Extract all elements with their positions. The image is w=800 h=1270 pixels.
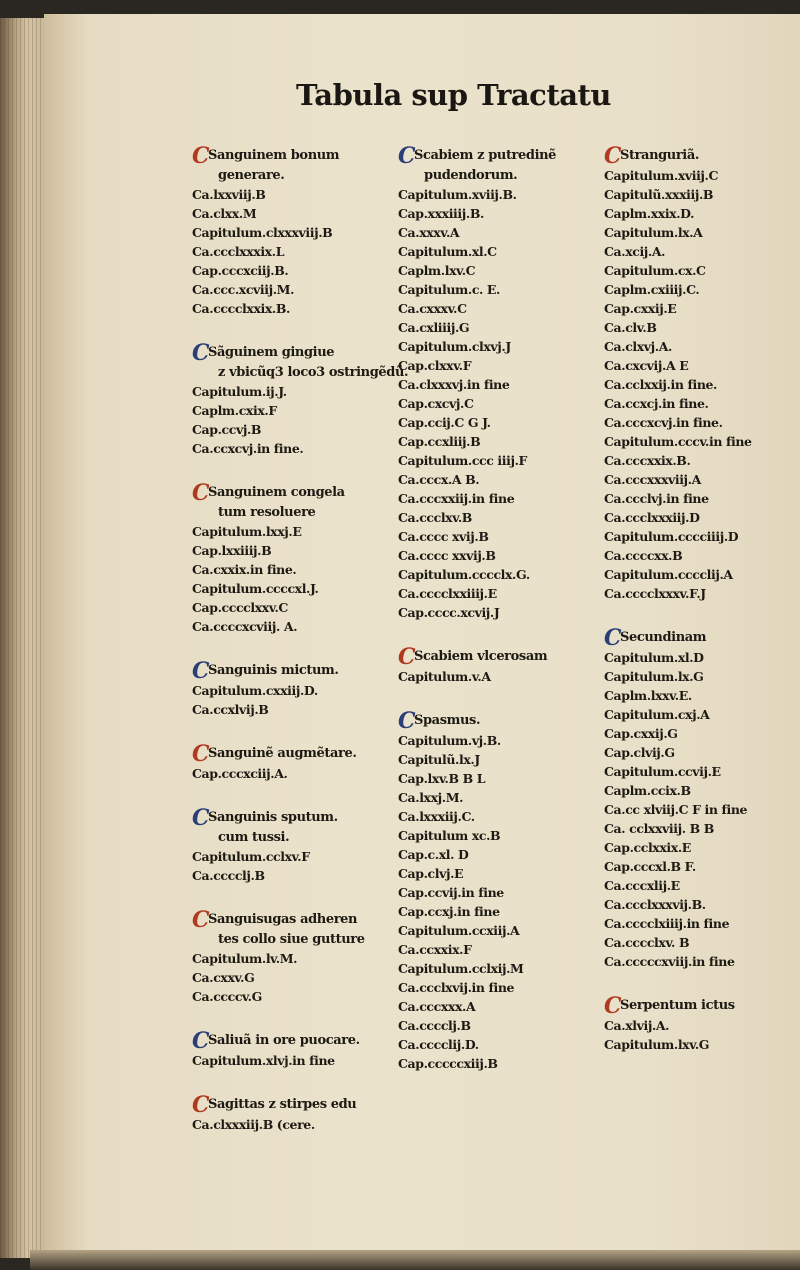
chapter-reference: Cap.xxxiiij.B. xyxy=(398,206,484,221)
entry-heading-line xyxy=(192,340,388,366)
chapter-reference: Cap.cccxl.B F. xyxy=(604,859,696,874)
chapter-reference: Ca.cccccxviij.in fine xyxy=(604,954,735,969)
chapter-reference: Ca.cccc xvij.B xyxy=(398,529,489,544)
index-entry xyxy=(192,741,388,783)
entry-heading-text: Sanguinẽ augmẽtare. xyxy=(208,746,357,761)
entry-heading-text: Sagittas z stirpes edu xyxy=(208,1097,357,1112)
chapter-reference: Capitulum.cccclx.G. xyxy=(398,567,530,582)
rubric-initial: C xyxy=(192,480,210,506)
chapter-reference: Ca.ccccxcviij. A. xyxy=(192,619,298,634)
index-entry xyxy=(192,143,388,318)
chapter-reference: Ca.cccxxiij.in fine xyxy=(398,491,515,506)
entry-heading-text: Spasmus. xyxy=(414,713,481,728)
entry-heading-text: tes collo siue gutture xyxy=(218,932,365,947)
chapter-reference: Capitulum.xl.D xyxy=(604,650,704,665)
index-column-2 xyxy=(398,143,598,1073)
book-fore-edge xyxy=(0,18,46,1258)
chapter-reference: Capitulum.lxv.G xyxy=(604,1037,710,1052)
index-entry xyxy=(192,340,409,458)
index-entry xyxy=(192,1028,388,1070)
chapter-reference: Ca.cxcvij.A E xyxy=(604,358,689,373)
chapter-reference: Cap.ccij.C G J. xyxy=(398,415,491,430)
index-entry xyxy=(398,708,598,1073)
chapter-reference: Ca.ccc.xcviij.M. xyxy=(192,282,295,297)
chapter-reference: Ca.clxxxvj.in fine xyxy=(398,377,510,392)
chapter-reference: Cap.cxxij.E xyxy=(604,301,677,316)
chapter-reference: Cap.ccxliij.B xyxy=(398,434,481,449)
entry-heading-line xyxy=(398,708,598,734)
chapter-reference: Capitulum.cxj.A xyxy=(604,707,710,722)
entry-heading-line xyxy=(192,930,388,949)
entry-gap xyxy=(398,622,598,647)
entry-heading-text: Stranguriã. xyxy=(620,148,699,163)
chapter-reference: Capitulum.cccv.in fine xyxy=(604,434,752,449)
entry-heading-text: Saliuã in ore puocare. xyxy=(208,1033,360,1048)
chapter-reference: Ca.ccclvj.in fine xyxy=(604,491,709,506)
entry-heading-line xyxy=(192,1092,388,1118)
chapter-reference: Cap.lxv.B B L xyxy=(398,771,486,786)
rubric-initial: C xyxy=(192,907,210,933)
chapter-reference: Capitulum.clxvj.J xyxy=(398,339,511,354)
entry-heading-line xyxy=(192,143,388,169)
entry-heading-line xyxy=(192,805,388,831)
chapter-reference: Capitulum.xviij.C xyxy=(604,168,719,183)
chapter-reference: Ca.ccclxvij.in fine xyxy=(398,980,515,995)
entry-heading-line xyxy=(192,166,388,185)
chapter-reference: Ca.cccxlij.E xyxy=(604,878,680,893)
chapter-reference: Cap.cxxij.G xyxy=(604,726,678,741)
chapter-reference: Ca.ccclxv.B xyxy=(398,510,472,525)
chapter-reference: Capitulum.lxxj.E xyxy=(192,524,302,539)
chapter-reference: Ca.cccclij.D. xyxy=(398,1037,479,1052)
chapter-reference: Caplm.ccix.B xyxy=(604,783,691,798)
rubric-initial: C xyxy=(192,805,210,831)
entry-heading-line xyxy=(398,644,598,670)
chapter-reference: Ca.ccxcj.in fine. xyxy=(604,396,709,411)
chapter-reference: Capitulum.xl.C xyxy=(398,244,497,259)
chapter-reference: Cap.cccccxiij.B xyxy=(398,1056,498,1071)
chapter-reference: Capitulum.clxxxviij.B xyxy=(192,225,333,240)
index-entry xyxy=(604,143,798,603)
chapter-reference: Ca.lxxxiij.C. xyxy=(398,809,475,824)
chapter-reference: Ca.ccclxxxix.L xyxy=(192,244,285,259)
chapter-reference: Capitulum.c. E. xyxy=(398,282,501,297)
entry-heading-text: Sanguisugas adheren xyxy=(208,912,358,927)
chapter-reference: Ca.ccccxx.B xyxy=(604,548,683,563)
index-entry xyxy=(192,480,388,636)
entry-heading-line xyxy=(192,480,388,506)
chapter-reference: Ca.lxxviij.B xyxy=(192,187,266,202)
entry-heading-line xyxy=(192,828,388,847)
chapter-reference: Cap.clvj.E xyxy=(398,866,464,881)
rubric-initial: C xyxy=(192,658,210,684)
chapter-reference: Capitulum.v.A xyxy=(398,669,491,684)
rubric-initial: C xyxy=(398,708,416,734)
chapter-reference: Capitulum.ccxiij.A xyxy=(398,923,520,938)
chapter-reference: Capitulũ.lx.J xyxy=(398,752,480,767)
chapter-reference: Capitulum.cccciiij.D xyxy=(604,529,739,544)
index-entry xyxy=(192,907,388,1006)
chapter-reference: Ca.cccclxxix.B. xyxy=(192,301,290,316)
rubric-initial: C xyxy=(192,143,210,169)
chapter-reference: Capitulum.vj.B. xyxy=(398,733,501,748)
chapter-reference: Ca.cccclj.B xyxy=(192,868,265,883)
entry-gap xyxy=(192,719,388,744)
chapter-reference: Capitulum.ij.J. xyxy=(192,384,287,399)
entry-heading-text: tum resoluere xyxy=(218,505,316,520)
entry-gap xyxy=(192,885,388,910)
chapter-reference: Ca.clxx.M xyxy=(192,206,257,221)
entry-heading-text: Sanguinem congela xyxy=(208,485,345,500)
entry-gap xyxy=(398,686,598,711)
chapter-reference: Ca.cclxxij.in fine. xyxy=(604,377,718,392)
chapter-reference: Cap.clxxv.F xyxy=(398,358,472,373)
entry-gap xyxy=(192,636,388,661)
chapter-reference: Ca.lxxj.M. xyxy=(398,790,464,805)
entry-gap xyxy=(192,458,388,483)
chapter-reference: Capitulum.cclxv.F xyxy=(192,849,310,864)
chapter-reference: Ca.cc xlviij.C F in fine xyxy=(604,802,748,817)
entry-heading-line xyxy=(604,993,798,1019)
chapter-reference: Capitulum.cclxij.M xyxy=(398,961,524,976)
chapter-reference: Ca.cccclxiiij.in fine xyxy=(604,916,730,931)
rubric-initial: C xyxy=(604,625,622,651)
rubric-initial: C xyxy=(398,644,416,670)
chapter-reference: Ca.cccxxix.B. xyxy=(604,453,691,468)
entry-heading-line xyxy=(604,625,798,651)
chapter-reference: Cap.c.xl. D xyxy=(398,847,469,862)
chapter-reference: Cap.clvij.G xyxy=(604,745,675,760)
chapter-reference: Ca.cccclxxiiij.E xyxy=(398,586,497,601)
rubric-initial: C xyxy=(192,741,210,767)
chapter-reference: Ca.xcij.A. xyxy=(604,244,666,259)
index-entry xyxy=(192,658,388,719)
chapter-reference: Capitulum.xviij.B. xyxy=(398,187,517,202)
entry-heading-text: Serpentum ictus xyxy=(620,998,735,1013)
rubric-initial: C xyxy=(604,143,622,169)
chapter-reference: Ca.ccccv.G xyxy=(192,989,262,1004)
rubric-initial: C xyxy=(604,993,622,1019)
chapter-reference: Capitulum xc.B xyxy=(398,828,501,843)
chapter-reference: Cap.cccxciij.A. xyxy=(192,766,288,781)
entry-heading-line xyxy=(192,741,388,767)
entry-heading-line xyxy=(192,1028,388,1054)
chapter-reference: Capitulum.lx.G xyxy=(604,669,704,684)
chapter-reference: Capitulum.ccc iiij.F xyxy=(398,453,527,468)
chapter-reference: Capitulum.lv.M. xyxy=(192,951,298,966)
index-entry xyxy=(398,644,598,686)
chapter-reference: Ca.cccc xxvij.B xyxy=(398,548,496,563)
chapter-reference: Cap.ccxj.in fine xyxy=(398,904,500,919)
chapter-reference: Ca.ccxlvij.B xyxy=(192,702,269,717)
entry-heading-line xyxy=(192,363,409,382)
chapter-reference: Ca.ccxxix.F xyxy=(398,942,472,957)
chapter-reference: Ca.cccclxv. B xyxy=(604,935,690,950)
chapter-reference: Ca.cccxxx.A xyxy=(398,999,476,1014)
chapter-reference: Ca. cclxxviij. B B xyxy=(604,821,714,836)
index-entry xyxy=(604,993,798,1054)
entry-heading-text: Scabiem vlcerosam xyxy=(414,649,548,664)
entry-gap xyxy=(604,971,798,996)
chapter-reference: Cap.cclxxix.E xyxy=(604,840,691,855)
chapter-reference: Cap.lxxiiij.B xyxy=(192,543,272,558)
chapter-reference: Ca.clxxxiij.B (cere. xyxy=(192,1117,315,1132)
chapter-reference: Ca.clv.B xyxy=(604,320,657,335)
rubric-initial: C xyxy=(192,1028,210,1054)
entry-heading-text: Sãguinem gingiue xyxy=(208,345,335,360)
page-title: Tabula sup Tractatu xyxy=(296,78,612,112)
entry-gap xyxy=(192,1006,388,1031)
chapter-reference: Capitulum.cccclij.A xyxy=(604,567,733,582)
chapter-reference: Caplm.cxiiij.C. xyxy=(604,282,700,297)
chapter-reference: Capitulum.cxxiij.D. xyxy=(192,683,318,698)
entry-heading-line xyxy=(398,166,598,185)
entry-heading-text: z vbicũq3 loco3 ostringẽdũ. xyxy=(218,365,409,380)
entry-heading-line xyxy=(398,143,598,169)
chapter-reference: Capitulum.ccccxl.J. xyxy=(192,581,319,596)
entry-heading-text: cum tussi. xyxy=(218,830,290,845)
chapter-reference: Ca.cccclxxxv.F.J xyxy=(604,586,706,601)
chapter-reference: Capitulũ.xxxiij.B xyxy=(604,187,714,202)
chapter-reference: Capitulum.cx.C xyxy=(604,263,706,278)
chapter-reference: Cap.cccclxxv.C xyxy=(192,600,288,615)
chapter-reference: Ca.cxxix.in fine. xyxy=(192,562,297,577)
chapter-reference: Ca.clxvj.A. xyxy=(604,339,672,354)
chapter-reference: Ca.cxxxv.C xyxy=(398,301,467,316)
chapter-reference: Cap.cccxciij.B. xyxy=(192,263,289,278)
rubric-initial: C xyxy=(192,1092,210,1118)
index-entry xyxy=(398,143,598,622)
chapter-reference: Ca.ccxcvj.in fine. xyxy=(192,441,304,456)
rubric-initial: C xyxy=(398,143,416,169)
entry-heading-text: pudendorum. xyxy=(424,168,518,183)
chapter-reference: Cap.ccvj.B xyxy=(192,422,262,437)
chapter-reference: Caplm.xxix.D. xyxy=(604,206,695,221)
entry-heading-line xyxy=(604,143,798,169)
entry-heading-text: Secundinam xyxy=(620,630,707,645)
entry-heading-line xyxy=(192,658,388,684)
index-entry xyxy=(192,805,388,885)
chapter-reference: Capitulum.ccvij.E xyxy=(604,764,721,779)
entry-gap xyxy=(192,318,388,343)
entry-gap xyxy=(192,783,388,808)
chapter-reference: Capitulum.lx.A xyxy=(604,225,703,240)
chapter-reference: Cap.cxcvj.C xyxy=(398,396,474,411)
rubric-initial: C xyxy=(192,340,210,366)
chapter-reference: Caplm.cxix.F xyxy=(192,403,277,418)
chapter-reference: Ca.cxxv.G xyxy=(192,970,255,985)
page-bottom-edge xyxy=(30,1250,800,1270)
entry-heading-text: Scabiem z putredinẽ xyxy=(414,148,557,163)
chapter-reference: Ca.cccx.A B. xyxy=(398,472,480,487)
entry-heading-text: Sanguinis sputum. xyxy=(208,810,338,825)
chapter-reference: Ca.ccclxxxiij.D xyxy=(604,510,700,525)
chapter-reference: Ca.xxxv.A xyxy=(398,225,460,240)
chapter-reference: Ca.ccclxxxvij.B. xyxy=(604,897,706,912)
entry-heading-text: Sanguinis mictum. xyxy=(208,663,339,678)
index-entry xyxy=(604,625,798,971)
chapter-reference: Ca.cccclj.B xyxy=(398,1018,471,1033)
chapter-reference: Ca.xlvij.A. xyxy=(604,1018,670,1033)
entry-heading-text: generare. xyxy=(218,168,285,183)
chapter-reference: Cap.ccvij.in fine xyxy=(398,885,504,900)
chapter-reference: Caplm.lxv.C xyxy=(398,263,476,278)
entry-gap xyxy=(604,603,798,628)
chapter-reference: Caplm.lxxv.E. xyxy=(604,688,692,703)
chapter-reference: Ca.cccxxxviij.A xyxy=(604,472,701,487)
entry-heading-line xyxy=(192,503,388,522)
entry-heading-text: Sanguinem bonum xyxy=(208,148,340,163)
chapter-reference: Cap.cccc.xcvij.J xyxy=(398,605,500,620)
chapter-reference: Ca.cxliiij.G xyxy=(398,320,470,335)
chapter-reference: Ca.cccxcvj.in fine. xyxy=(604,415,723,430)
entry-gap xyxy=(192,1070,388,1095)
index-column-3 xyxy=(604,143,798,1054)
chapter-reference: Capitulum.xlvj.in fine xyxy=(192,1053,335,1068)
entry-heading-line xyxy=(192,907,388,933)
index-entry xyxy=(192,1092,388,1134)
index-column-1 xyxy=(192,143,409,1134)
